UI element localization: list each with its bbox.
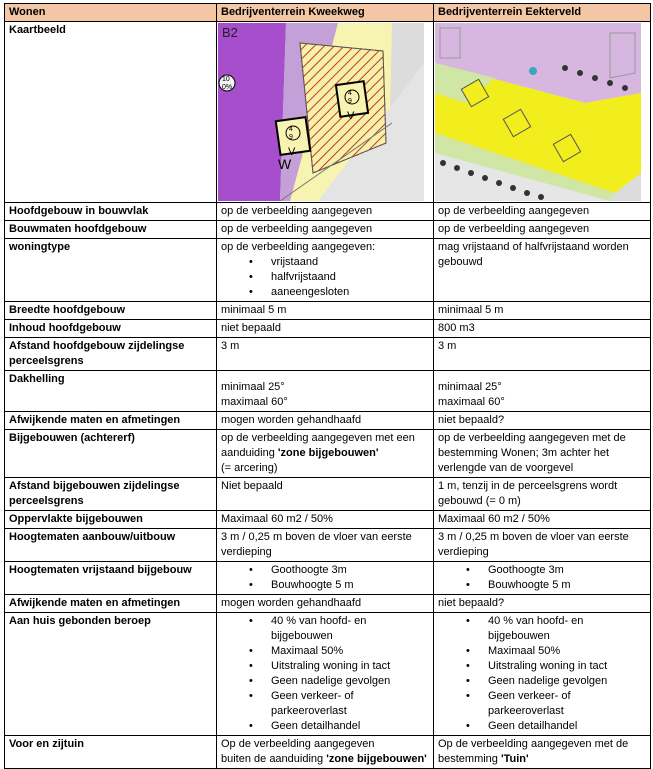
cell-kweekweg	[217, 430, 434, 478]
cell-kweekweg: op de verbeelding aangegeven	[217, 203, 434, 221]
cell-kweekweg: mogen worden gehandhaafd	[217, 595, 434, 613]
list-item: • Goothoogte 3m	[466, 563, 646, 578]
cell-kweekweg	[217, 371, 434, 412]
table-row	[5, 203, 651, 221]
cell-eekterveld: op de verbeelding aangegeven met de bestemming Wonen; 3m achter het verlengde van de voorgevel	[434, 430, 651, 478]
table-row	[5, 529, 651, 562]
cell-kweekweg: Niet bepaald	[217, 478, 434, 511]
bullet-list	[221, 563, 429, 593]
table-row	[5, 221, 651, 239]
list-item: • 40 % van hoofd- en bijgebouwen	[249, 614, 429, 644]
cell-eekterveld	[434, 562, 651, 595]
list-item: • halfvrijstaand	[249, 270, 429, 285]
cell-eekterveld: op de verbeelding aangegeven	[434, 203, 651, 221]
cell-eekterveld: 3 m	[434, 338, 651, 371]
cell-eekterveld	[434, 736, 651, 769]
cell-kweekweg: niet bepaald	[217, 320, 434, 338]
list-item: • Maximaal 50%	[249, 644, 429, 659]
comparison-table	[4, 3, 651, 769]
row-label: Afstand bijgebouwen zijdelingse perceelsgrens	[5, 478, 217, 511]
row-label: Afstand hoofdgebouw zijdelingse perceelsgrens	[5, 338, 217, 371]
zone-letter-w: W	[278, 156, 292, 172]
table-row	[5, 595, 651, 613]
bullet-list	[221, 614, 429, 734]
cell-line: maximaal 60°	[221, 396, 288, 408]
row-label: Hoogtematen vrijstaand bijgebouw	[5, 562, 217, 595]
table-row	[5, 302, 651, 320]
list-item: • Geen detailhandel	[466, 719, 646, 734]
cell-line: maximaal 60°	[438, 396, 505, 408]
list-item: • aaneengesloten	[249, 285, 429, 300]
row-label: Inhoud hoofdgebouw	[5, 320, 217, 338]
header-eekterveld: Bedrijventerrein Eekterveld	[434, 4, 651, 22]
list-item: • Geen nadelige gevolgen	[249, 674, 429, 689]
cell-eekterveld: 3 m / 0,25 m boven de vloer van eerste verdieping	[434, 529, 651, 562]
table-row	[5, 478, 651, 511]
row-label: woningtype	[5, 239, 217, 302]
zoning-map-kweekweg	[218, 23, 424, 201]
list-item: • Uitstraling woning in tact	[466, 659, 646, 674]
row-label: Afwijkende maten en afmetingen	[5, 595, 217, 613]
list-item: • Geen detailhandel	[249, 719, 429, 734]
cell-text: Op de verbeelding aangegeven met de bestemming	[438, 738, 629, 765]
list-item: • Geen nadelige gevolgen	[466, 674, 646, 689]
cell-kweekweg: 3 m	[217, 338, 434, 371]
list-item: • Geen verkeer- of parkeeroverlast	[249, 689, 429, 719]
cell-line: minimaal 25°	[221, 381, 285, 393]
table-row	[5, 239, 651, 302]
zoning-map-eekterveld	[435, 23, 641, 201]
table-row	[5, 430, 651, 478]
cell-eekterveld: 1 m, tenzij in de perceelsgrens wordt gebouwd (= 0 m)	[434, 478, 651, 511]
table-row	[5, 412, 651, 430]
bullet-list	[221, 255, 429, 300]
row-label: Aan huis gebonden beroep	[5, 613, 217, 736]
plot-b-letter: V	[347, 110, 355, 122]
map-kweekweg	[217, 22, 434, 203]
table-row	[5, 613, 651, 736]
cell-kweekweg: op de verbeelding aangegeven	[217, 221, 434, 239]
table-row	[5, 338, 651, 371]
cell-bold-text: 'zone bijgebouwen'	[326, 753, 427, 765]
map-row	[5, 22, 651, 203]
header-row	[5, 4, 651, 22]
cell-bold-text: 'zone bijgebouwen'	[277, 447, 379, 459]
cell-line: (= arcering)	[221, 462, 278, 474]
cell-kweekweg: mogen worden gehandhaafd	[217, 412, 434, 430]
header-kweekweg: Bedrijventerrein Kweekweg	[217, 4, 434, 22]
list-item: • Uitstraling woning in tact	[249, 659, 429, 674]
list-item: • Geen verkeer- of parkeeroverlast	[466, 689, 646, 719]
row-label: Voor en zijtuin	[5, 736, 217, 769]
cell-kweekweg	[217, 239, 434, 302]
side-label-bottom: 0%	[222, 84, 233, 91]
cell-kweekweg: Maximaal 60 m2 / 50%	[217, 511, 434, 529]
cell-kweekweg	[217, 562, 434, 595]
plot-a-top: 4	[289, 126, 293, 133]
cell-text: op de verbeelding aangegeven met een aanduiding	[221, 432, 415, 459]
cell-eekterveld	[434, 371, 651, 412]
bullet-list	[438, 614, 646, 734]
cell-eekterveld: Maximaal 60 m2 / 50%	[434, 511, 651, 529]
row-label: Hoogtematen aanbouw/uitbouw	[5, 529, 217, 562]
table-row	[5, 736, 651, 769]
list-item: • vrijstaand	[249, 255, 429, 270]
cell-eekterveld: 800 m3	[434, 320, 651, 338]
cell-eekterveld: minimaal 5 m	[434, 302, 651, 320]
table-row	[5, 511, 651, 529]
cell-kweekweg: minimaal 5 m	[217, 302, 434, 320]
list-item: • Maximaal 50%	[466, 644, 646, 659]
cell-eekterveld: niet bepaald?	[434, 595, 651, 613]
list-item: • 40 % van hoofd- en bijgebouwen	[466, 614, 646, 644]
plot-b-top: 4	[348, 90, 352, 97]
map-eekterveld	[434, 22, 651, 203]
cell-line: Op de verbeelding aangegeven	[221, 738, 375, 750]
row-label: Dakhelling	[5, 371, 217, 412]
table-row	[5, 320, 651, 338]
cell-eekterveld	[434, 613, 651, 736]
list-item: • Bouwhoogte 5 m	[466, 578, 646, 593]
row-label: Breedte hoofdgebouw	[5, 302, 217, 320]
cell-kweekweg: 3 m / 0,25 m boven de vloer van eerste verdieping	[217, 529, 434, 562]
table-row	[5, 371, 651, 412]
plot-a-letter: V	[288, 146, 296, 158]
plot-b-bottom: 9	[348, 98, 352, 105]
list-item: • Bouwhoogte 5 m	[249, 578, 429, 593]
cell-kweekweg	[217, 736, 434, 769]
cell-bold-text: 'Tuin'	[500, 753, 529, 765]
row-label-kaartbeeld: Kaartbeeld	[5, 22, 217, 203]
row-label: Hoofdgebouw in bouwvlak	[5, 203, 217, 221]
bullet-list	[438, 563, 646, 593]
row-label: Afwijkende maten en afmetingen	[5, 412, 217, 430]
header-wonen: Wonen	[5, 4, 217, 22]
cell-eekterveld: op de verbeelding aangegeven	[434, 221, 651, 239]
cell-text: buiten de aanduiding	[221, 753, 327, 765]
row-label: Bijgebouwen (achtererf)	[5, 430, 217, 478]
cell-eekterveld: niet bepaald?	[434, 412, 651, 430]
cell-kweekweg	[217, 613, 434, 736]
row-label: Bouwmaten hoofdgebouw	[5, 221, 217, 239]
plot-a-bottom: 9	[289, 134, 293, 141]
list-item: • Goothoogte 3m	[249, 563, 429, 578]
cell-intro: op de verbeelding aangegeven:	[221, 241, 376, 253]
zone-code-label: B2	[222, 25, 238, 40]
cell-eekterveld: mag vrijstaand of halfvrijstaand worden gebouwd	[434, 239, 651, 302]
side-label-top: 10	[222, 76, 230, 83]
cell-line: minimaal 25°	[438, 381, 502, 393]
table-row	[5, 562, 651, 595]
row-label: Oppervlakte bijgebouwen	[5, 511, 217, 529]
